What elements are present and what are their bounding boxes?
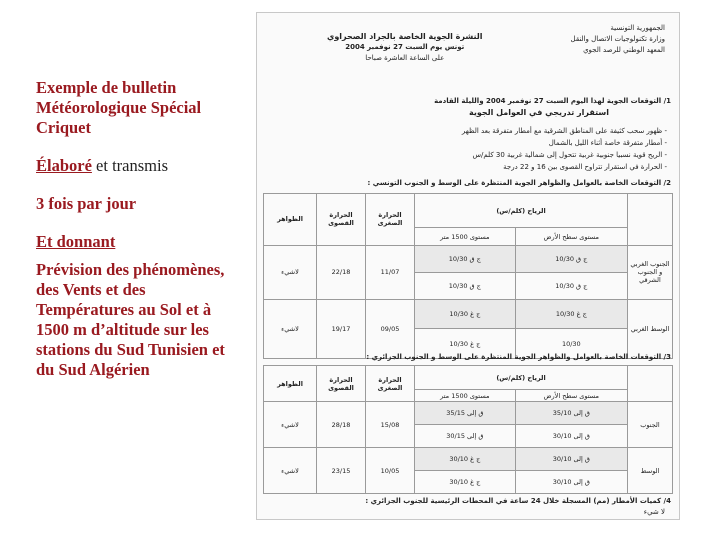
wind-sfc-night: ق إلى 30/10: [515, 471, 627, 494]
wind-alt-night: ج ق 10/30: [415, 272, 516, 299]
wind-sfc-night: 10/30: [515, 329, 627, 359]
header-line: النشرة الجوية الخاصة بالجراد الصحراوي: [327, 32, 483, 41]
wind-sfc-day: ق إلى 30/10: [515, 448, 627, 471]
tmax-cell: 28/18: [317, 402, 366, 448]
forecast-line: - ظهور سحب كثيفة على المناطق الشرقية مع أمطار متفرقة بعد الظهر: [461, 127, 667, 135]
et-donnant-text: Et donnant: [36, 232, 116, 251]
section-1-title: 1/ التوقعات الجوية لهذا اليوم السبت 27 نوفمبر 2004 والليلة القادمة: [434, 97, 671, 105]
tmax-header: الحرارة القصوى: [317, 194, 366, 246]
tmax-cell: 22/18: [317, 245, 366, 299]
region-cell: الوسط: [628, 448, 673, 494]
phenomena-cell: لاشيء: [264, 402, 317, 448]
header-line: وزارة تكنولوجيات الاتصال والنقل: [570, 35, 665, 43]
wind-alt-night: ج غ 10/30: [415, 329, 516, 359]
region-cell: الوسط الغربي: [628, 299, 673, 358]
phenomena-header: الظواهر: [264, 366, 317, 402]
sfc-header: مستوى سطح الأرض: [515, 228, 627, 245]
forecast-line: - الريح قوية نسبيا جنوبية غربية تتحول إلى شمالية غربية 30 كلم/س: [472, 151, 667, 159]
tmax-cell: 19/17: [317, 299, 366, 358]
wind-sfc-night: ج ق 10/30: [515, 272, 627, 299]
wind-alt-day: ق إلى 35/15: [415, 402, 516, 425]
wind-sfc-day: ج غ 10/30: [515, 299, 627, 329]
elaboration-line: [36, 156, 246, 176]
forecast-line: - الحرارة في استقرار تتراوح القصوى بين 16 و 22 درجة: [503, 163, 667, 171]
section-1-subtitle: استقرار تدريجي في العوامل الجوية: [468, 108, 609, 117]
wind-sfc-night: ق إلى 30/10: [515, 425, 627, 448]
elabore-word: Élaboré: [36, 156, 92, 175]
rainfall-value: لا شيء: [643, 508, 665, 516]
phenomena-cell: لاشيء: [264, 245, 317, 299]
wind-alt-night: ج غ 30/10: [415, 471, 516, 494]
sfc-header: مستوى سطح الأرض: [515, 390, 627, 402]
phenomena-cell: لاشيء: [264, 299, 317, 358]
header-ministry: [571, 23, 665, 56]
tmin-cell: 15/08: [366, 402, 415, 448]
wind-sfc-day: ج ق 10/30: [515, 245, 627, 272]
header-line: على الساعة العاشرة صباحا: [365, 54, 445, 62]
frequency-text: 3 fois par jour: [36, 194, 137, 213]
wind-alt-day: ج غ 30/10: [415, 448, 516, 471]
tmin-cell: 10/05: [366, 448, 415, 494]
tmin-cell: 09/05: [366, 299, 415, 358]
header-line: تونس يوم السبت 27 نوفمبر 2004: [345, 43, 465, 51]
phenomena-header: الظواهر: [264, 194, 317, 246]
tmin-cell: 11/07: [366, 245, 415, 299]
section-2-title: 2/ التوقعات الخاصة بالعوامل والظواهر الجوية المنتظرة على الوسط و الجنوب التونسي :: [367, 179, 671, 187]
header-line: الجمهورية التونسية: [610, 24, 665, 32]
description-text: Prévision des phénomènes, des Vents et des Températures au Sol et à 1500 m d’altitude sur les stations du Sud Tunisien et du Sud Algérien: [36, 260, 225, 379]
forecast-line: - أمطار متفرقة خاصة أثناء الليل بالشمال: [548, 139, 667, 147]
wind-header: الرياح (كلم/س): [415, 194, 628, 228]
header-line: المعهد الوطني للرصد الجوي: [583, 46, 665, 54]
wind-alt-day: ج غ 10/30: [415, 299, 516, 329]
phenomena-cell: لاشيء: [264, 448, 317, 494]
region-header-cell: [628, 366, 673, 402]
wind-header: الرياح (كلم/س): [415, 366, 628, 390]
tmax-header: الحرارة القصوى: [317, 366, 366, 402]
left-panel: [36, 78, 246, 398]
forecast-table-algeria: [263, 365, 673, 494]
forecast-table-tunisia: [263, 193, 673, 359]
wind-alt-day: ج ق 10/30: [415, 245, 516, 272]
alt-header: مستوى 1500 متر: [415, 228, 516, 245]
bulletin-document: [256, 12, 680, 520]
region-cell: الجنوب: [628, 402, 673, 448]
section-3-title: 3/ التوقعات الخاصة بالعوامل والظواهر الجوية المنتظرة على الوسط و الجنوب الجزائري :: [366, 353, 671, 361]
et-transmis-text: et transmis: [91, 156, 168, 175]
wind-alt-night: ق إلى 30/15: [415, 425, 516, 448]
tmin-header: الحرارة الصغرى: [366, 366, 415, 402]
wind-sfc-day: ق إلى 35/10: [515, 402, 627, 425]
section-4-title: 4/ كميات الأمطار (مم) المسجلة خلال 24 ساعة في المحطات الرئيسية للجنوب الجزائري :: [365, 497, 671, 505]
region-cell: الجنوب الغربي و الجنوب الشرقي: [628, 245, 673, 299]
bulletin-title: Exemple de bulletin Météorologique Spécial Criquet: [36, 78, 202, 137]
tmax-cell: 23/15: [317, 448, 366, 494]
header-bulletin-title: [327, 31, 483, 64]
tmin-header: الحرارة الصغرى: [366, 194, 415, 246]
alt-header: مستوى 1500 متر: [415, 390, 516, 402]
region-header-cell: [628, 194, 673, 246]
